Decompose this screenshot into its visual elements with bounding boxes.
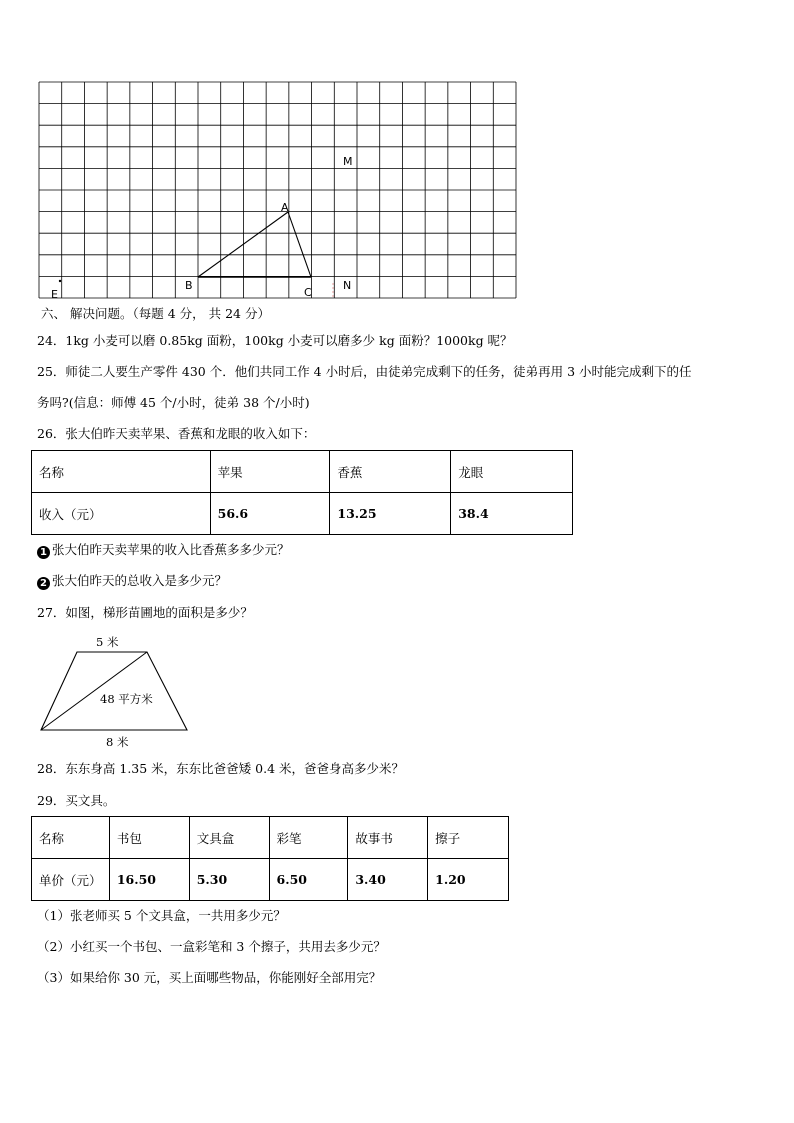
sub-question-text: 张大伯昨天的总收入是多少元？ [52,573,228,588]
question-26-sub2 [37,572,227,590]
grid-lines [39,82,516,298]
table-cell: 名称 [32,451,211,493]
table-row [32,817,509,859]
table-cell: 5.30 [189,859,269,901]
table-cell: 彩笔 [269,817,348,859]
question-29: 29．买文具。 [37,793,116,808]
table-cell: 擦子 [428,817,509,859]
label-b: B [185,279,193,292]
question-24: 24．1kg 小麦可以磨 0.85kg 面粉，100kg 小麦可以磨多少 kg 面粉？1000kg 呢？ [37,333,513,348]
stationery-table [31,816,509,901]
label-c: C [304,286,312,299]
table-cell: 1.20 [428,859,509,901]
table-row [32,451,573,493]
table-row [32,859,509,901]
label-area: 48 平方米 [100,692,153,706]
question-25-line1: 25．师徒二人要生产零件 430 个．他们共同工作 4 小时后，由徒弟完成剩下的任务，徒弟再用 3 小时能完成剩下的任 [37,364,692,379]
question-29-sub2: （2）小红买一个书包、一盒彩笔和 3 个擦子，共用去多少元？ [37,939,386,954]
section-title: 六、 解决问题。（每题 4 分， 共 24 分） [41,306,270,321]
question-29-sub3: （3）如果给你 30 元，买上面哪些物品，你能刚好全部用完？ [37,970,382,985]
income-table [31,450,573,535]
table-cell: 16.50 [109,859,189,901]
point-e [59,280,61,282]
segment-ab [198,212,288,277]
label-n: N [343,279,352,292]
question-26-sub1 [37,541,290,559]
question-26: 26．张大伯昨天卖苹果、香蕉和龙眼的收入如下： [37,426,316,441]
circled-number: 1 [37,546,50,559]
table-cell: 书包 [109,817,189,859]
table-cell: 56.6 [210,493,330,535]
question-25-line2: 务吗?(信息：师傅 45 个/小时，徒弟 38 个/小时) [37,395,310,410]
table-cell: 收入（元） [32,493,211,535]
label-e: E [51,288,58,301]
grid-figure [0,0,540,305]
sub-question-text: 张大伯昨天卖苹果的收入比香蕉多多少元？ [52,542,290,557]
question-27: 27．如图，梯形苗圃地的面积是多少？ [37,605,253,620]
table-cell: 香蕉 [330,451,451,493]
table-cell: 13.25 [330,493,451,535]
trapezoid-diagonal [41,652,147,730]
table-cell: 名称 [32,817,110,859]
circled-number: 2 [37,577,50,590]
table-cell: 文具盒 [189,817,269,859]
question-28: 28．东东身高 1.35 米，东东比爸爸矮 0.4 米，爸爸身高多少米？ [37,761,405,776]
table-cell: 3.40 [348,859,428,901]
label-bottom: 8 米 [106,735,129,749]
table-row [32,493,573,535]
table-cell: 单价（元） [32,859,110,901]
trapezoid-figure [30,630,200,755]
table-cell: 6.50 [269,859,348,901]
label-m: M [343,155,353,168]
label-a: A [281,201,289,214]
table-cell: 故事书 [348,817,428,859]
table-cell: 38.4 [451,493,573,535]
trapezoid [41,652,187,730]
table-cell: 苹果 [210,451,330,493]
label-top: 5 米 [96,635,119,649]
table-cell: 龙眼 [451,451,573,493]
question-29-sub1: （1）张老师买 5 个文具盒，一共用多少元？ [37,908,286,923]
segment-ac [288,212,311,277]
